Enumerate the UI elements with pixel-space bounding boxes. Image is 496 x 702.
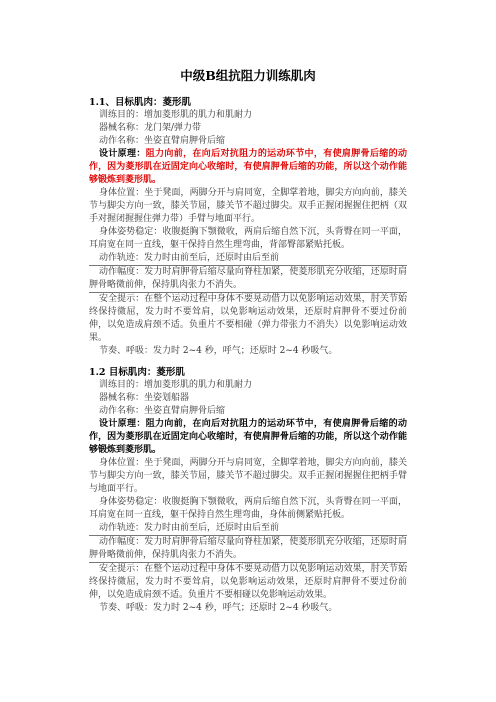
body-position: 身体位置：坐于凳面，两脚分开与肩同宽，全脚掌着地，脚尖方向向前，膝关节与脚尖方向一致，膝关节屈，膝关节不超过脚尖。双手正握闭握握住把柄（双手对握闭握握住弹力带）手臂与地面平行。 [89,188,407,224]
section-1-2 [89,366,407,615]
rhythm-breathing: 节奏、呼吸：发力时 2~4 秒，呼气；还原时 2~4 秒吸气。 [99,603,338,613]
rhythm-breathing: 节奏、呼吸：发力时 2~4 秒，呼气；还原时 2~4 秒吸气。 [99,346,338,356]
design-text: 阻力向前，在向后对抗阻力的运动环节中，有使肩胛骨后缩的动作，因为菱形肌在近固定向心收缩时，有使肩胛骨后缩的功能，所以这个动作能够锻炼到菱形肌。 [89,419,407,455]
design-label: 设计原理： [99,419,146,429]
document-title: 中级B组抗阻力训练肌肉 [180,68,316,83]
design-principle [89,148,407,187]
training-purpose: 训练目的：增加菱形肌的肌力和肌耐力 [99,380,253,390]
movement-trajectory: 动作轨迹：发力时由前至后，还原时由后至前 [99,523,280,533]
action-name: 动作名称：坐姿直臂肩胛骨后缩 [99,136,226,146]
section-heading: 1.1、目标肌肉：菱形肌 [89,97,192,108]
design-principle [89,418,407,457]
safety-tips: 安全提示：在整个运动过程中身体不要晃动借力以免影响运动效果，肘关节始终保持微屈，发力时不要耸肩，以免影响运动效果，还原时肩胛骨不要过份前伸，以免造成肩颈不适。负重片不要相碰（弹力带张力不消失）以免影响运动效果。 [89,294,407,343]
section-1-1 [89,96,407,358]
safety-tips: 安全提示：在整个运动过程中身体不要晃动借力以免影响运动效果，肘关节始终保持微屈，发力时不要耸肩，以免影响运动效果，还原时肩胛骨不要过份前伸，以免造成肩颈不适。负重片不要相碰以免影响运动效果。 [89,564,407,600]
design-label: 设计原理： [99,149,146,159]
training-purpose: 训练目的：增加菱形肌的肌力和肌耐力 [99,110,253,120]
equipment-name: 器械名称：坐姿划船器 [99,393,190,403]
movement-range: 动作幅度：发力时肩胛骨后缩尽量向脊柱加紧，使菱形肌充分收缩，还原时肩胛骨略微前伸，保持肌肉张力不消失。 [89,535,407,563]
movement-range: 动作幅度：发力时肩胛骨后缩尽量向脊柱加紧，使菱形肌充分收缩，还原时肩胛骨略微前伸，保持肌肉张力不消失。 [89,265,407,293]
posture-stability: 身体姿势稳定：收腹挺胸下颚微收，两肩后缩自然下沉，头背臀在同一平面，耳肩宽在同一直线，躯干保持自然生理弯曲，身体前侧紧贴托板。 [89,497,407,520]
movement-trajectory: 动作轨迹：发力时由前至后，还原时由后至前 [99,253,280,263]
section-heading: 1.2 目标肌肉：菱形肌 [89,367,185,378]
equipment-name: 器械名称：龙门架/弹力带 [99,123,202,133]
document-body [89,96,407,615]
body-position: 身体位置：坐于凳面，两脚分开与肩同宽，全脚掌着地，脚尖方向向前，膝关节与脚尖方向一致，膝关节屈，膝关节不超过脚尖。双手正握闭握握住把柄手臂与地面平行。 [89,458,407,494]
design-text: 阻力向前，在向后对抗阻力的运动环节中，有使肩胛骨后缩的动作，因为菱形肌在近固定向心收缩时，有使肩胛骨后缩的功能，所以这个动作能够锻炼到菱形肌。 [89,149,407,185]
posture-stability: 身体姿势稳定：收腹挺胸下颚微收，两肩后缩自然下沉，头背臀在同一平面，耳肩宽在同一直线，躯干保持自然生理弯曲，背部臀部紧贴托板。 [89,227,407,250]
action-name: 动作名称：坐姿直臂肩胛骨后缩 [99,406,226,416]
